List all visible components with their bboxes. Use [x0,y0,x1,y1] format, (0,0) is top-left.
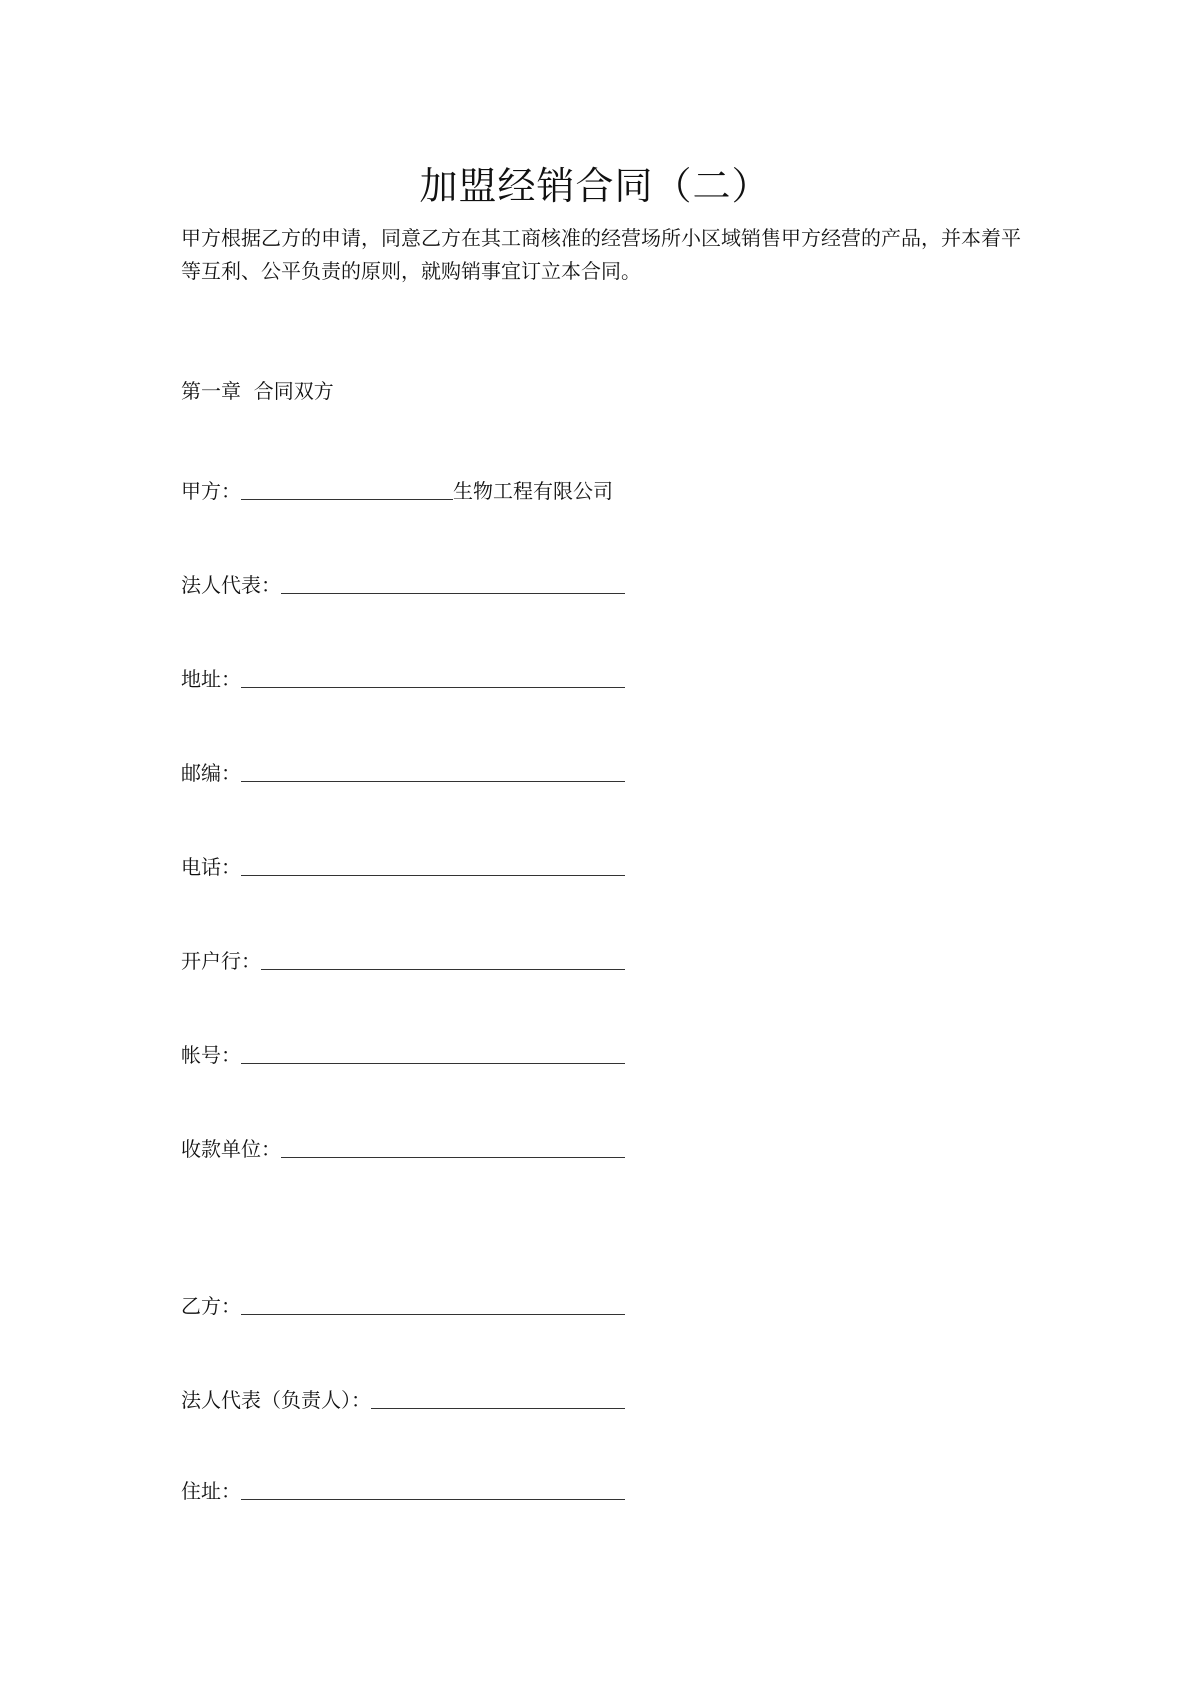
party-a-postcode-label: 邮编： [181,761,241,785]
party-a-postcode-field [181,758,625,786]
party-a-payee-blank[interactable] [281,1139,625,1158]
party-a-name-label: 甲方： [181,479,241,503]
party-a-payee-field [181,1134,625,1162]
party-a-bank-label: 开户行： [181,949,261,973]
party-b-address-label: 住址： [181,1479,241,1503]
party-a-phone-field [181,852,625,880]
party-a-legal-rep-field [181,570,625,598]
party-b-legal-rep-label: 法人代表（负责人）： [181,1388,371,1412]
party-a-account-field [181,1040,625,1068]
party-a-legal-rep-label: 法人代表： [181,573,281,597]
party-b-name-blank[interactable] [241,1296,625,1315]
party-b-name-field [181,1291,625,1319]
party-b-legal-rep-field [181,1385,625,1413]
party-a-name-field [181,476,625,504]
party-a-postcode-blank[interactable] [241,763,625,782]
party-b-address-blank[interactable] [241,1481,625,1500]
party-b-legal-rep-blank[interactable] [371,1390,625,1409]
chapter-heading: 第一章 合同双方 [181,379,334,403]
party-a-bank-field [181,946,625,974]
party-a-name-suffix: 生物工程有限公司 [453,479,613,503]
party-b-name-label: 乙方： [181,1294,241,1318]
party-b-address-field [181,1476,625,1504]
party-a-name-blank[interactable] [241,481,453,500]
party-a-address-field [181,664,625,692]
party-a-legal-rep-blank[interactable] [281,575,625,594]
party-a-payee-label: 收款单位： [181,1137,281,1161]
intro-paragraph: 甲方根据乙方的申请，同意乙方在其工商核准的经营场所小区域销售甲方经营的产品，并本着平等互利、公平负责的原则，就购销事宜订立本合同。 [181,226,1021,283]
party-a-address-blank[interactable] [241,669,625,688]
party-a-account-label: 帐号： [181,1043,241,1067]
party-a-bank-blank[interactable] [261,951,625,970]
party-a-phone-label: 电话： [181,855,241,879]
party-a-account-blank[interactable] [241,1045,625,1064]
party-a-phone-blank[interactable] [241,857,625,876]
party-a-address-label: 地址： [181,667,241,691]
document-title: 加盟经销合同（二） [419,164,771,208]
